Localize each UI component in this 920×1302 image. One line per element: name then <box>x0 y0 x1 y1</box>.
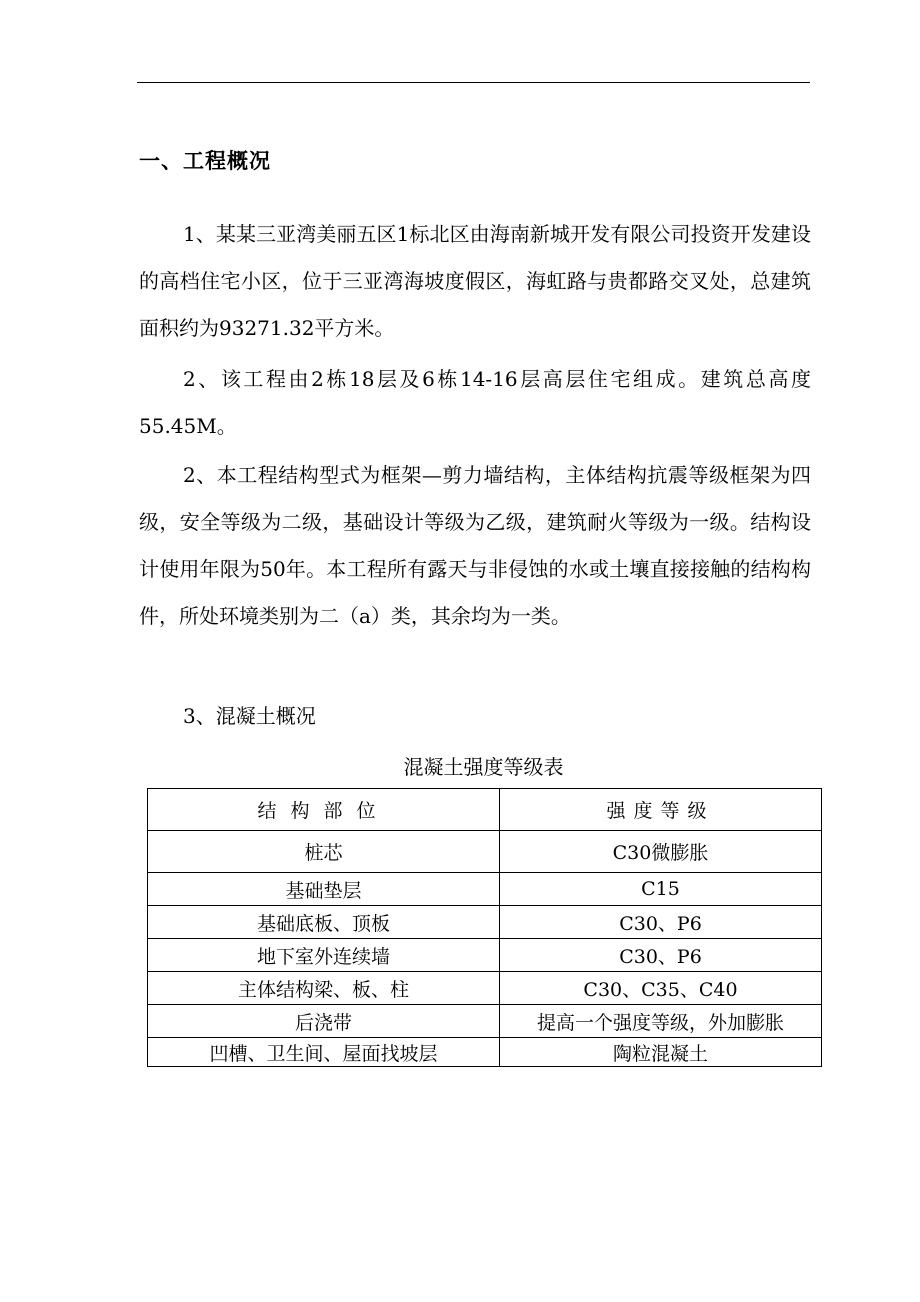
table-cell-grade: C30微膨胀 <box>500 831 822 873</box>
section-heading: 一、工程概况 <box>139 149 271 173</box>
header-rule <box>137 82 810 83</box>
header-cell-location: 结构部位 <box>148 789 500 831</box>
paragraph-structure-type: 2、本工程结构型式为框架—剪力墙结构，主体结构抗震等级框架为四级，安全等级为二级，基础设计等级为乙级，建筑耐火等级为一级。结构设计使用年限为50年。本工程所有露天与非侵蚀的水或土壤直接接触的结构构件，所处环境类别为二（a）类，其余均为一类。 <box>139 463 811 628</box>
table-row <box>148 1005 822 1038</box>
paragraph-concrete-overview: 3、混凝土概况 <box>183 704 316 728</box>
table-cell-location: 基础底板、顶板 <box>148 906 500 939</box>
table-cell-location: 后浇带 <box>148 1005 500 1038</box>
table-row <box>148 1038 822 1067</box>
table-row <box>148 939 822 972</box>
table-row <box>148 906 822 939</box>
table-cell-location: 桩芯 <box>148 831 500 873</box>
table-cell-grade: C15 <box>500 873 822 906</box>
table-cell-location: 地下室外连续墙 <box>148 939 500 972</box>
header-cell-grade: 强度等级 <box>500 789 822 831</box>
table-cell-grade: C30、P6 <box>500 906 822 939</box>
table-caption: 混凝土强度等级表 <box>403 755 564 779</box>
table-cell-grade: C30、C35、C40 <box>500 972 822 1005</box>
concrete-grade-table <box>147 788 822 1067</box>
table-cell-location: 基础垫层 <box>148 873 500 906</box>
table-row <box>148 972 822 1005</box>
paragraph-building-composition: 2、该工程由2栋18层及6栋14-16层高层住宅组成。建筑总高度55.45M。 <box>139 367 811 438</box>
table-row <box>148 831 822 873</box>
table-row <box>148 873 822 906</box>
table-cell-grade: 陶粒混凝土 <box>500 1038 822 1067</box>
table-header-row <box>148 789 822 831</box>
table-cell-grade: 提高一个强度等级，外加膨胀 <box>500 1005 822 1038</box>
table-cell-grade: C30、P6 <box>500 939 822 972</box>
table-cell-location: 主体结构梁、板、柱 <box>148 972 500 1005</box>
paragraph-project-location: 1、某某三亚湾美丽五区1标北区由海南新城开发有限公司投资开发建设的高档住宅小区，位于三亚湾海坡度假区，海虹路与贵都路交叉处，总建筑面积约为93271.32平方米。 <box>139 222 811 340</box>
table-cell-location: 凹槽、卫生间、屋面找坡层 <box>148 1038 500 1067</box>
